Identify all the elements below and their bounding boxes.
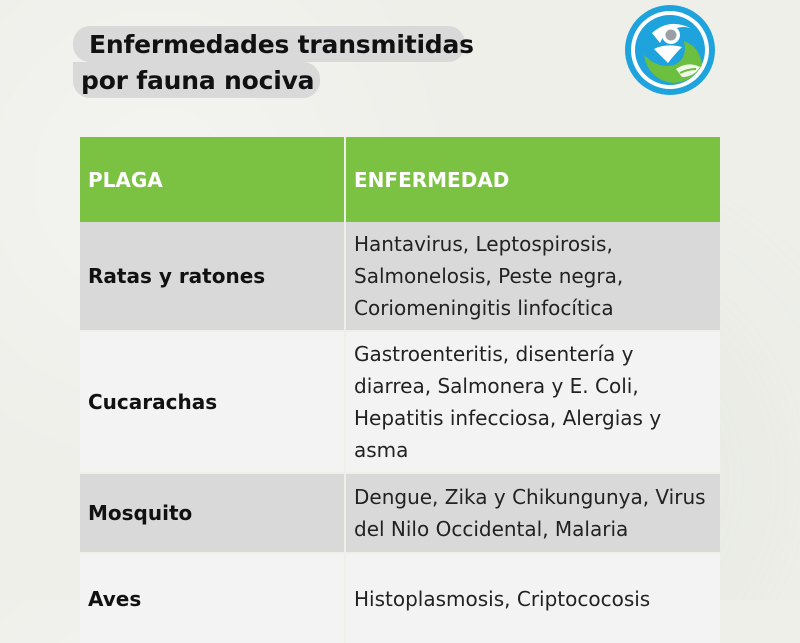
person-leaf-logo-icon <box>622 3 718 97</box>
table-row <box>80 331 720 473</box>
table-header-row <box>80 137 720 222</box>
column-header-disease: ENFERMEDAD <box>345 137 720 222</box>
pest-cell: Ratas y ratones <box>80 222 345 331</box>
disease-cell: Hantavirus, Leptospirosis, Salmonelosis, Peste negra, Coriomeningitis linfocítica <box>345 222 720 331</box>
disease-cell: Gastroenteritis, disentería y diarrea, Salmonera y E. Coli, Hepatitis infecciosa, Alergias y asma <box>345 331 720 473</box>
disease-cell: Dengue, Zika y Chikungunya, Virus del Nilo Occidental, Malaria <box>345 473 720 553</box>
disease-cell: Histoplasmosis, Criptococosis <box>345 553 720 643</box>
table-row <box>80 222 720 331</box>
column-header-pest: PLAGA <box>80 137 345 222</box>
title-line-1: Enfermedades transmitidas <box>73 26 465 62</box>
table-row <box>80 553 720 643</box>
pest-cell: Mosquito <box>80 473 345 553</box>
title-line-2: por fauna nociva <box>73 62 320 98</box>
page-title <box>73 26 474 98</box>
pest-cell: Aves <box>80 553 345 643</box>
table-row <box>80 473 720 553</box>
pest-cell: Cucarachas <box>80 331 345 473</box>
pests-diseases-table <box>80 137 720 643</box>
